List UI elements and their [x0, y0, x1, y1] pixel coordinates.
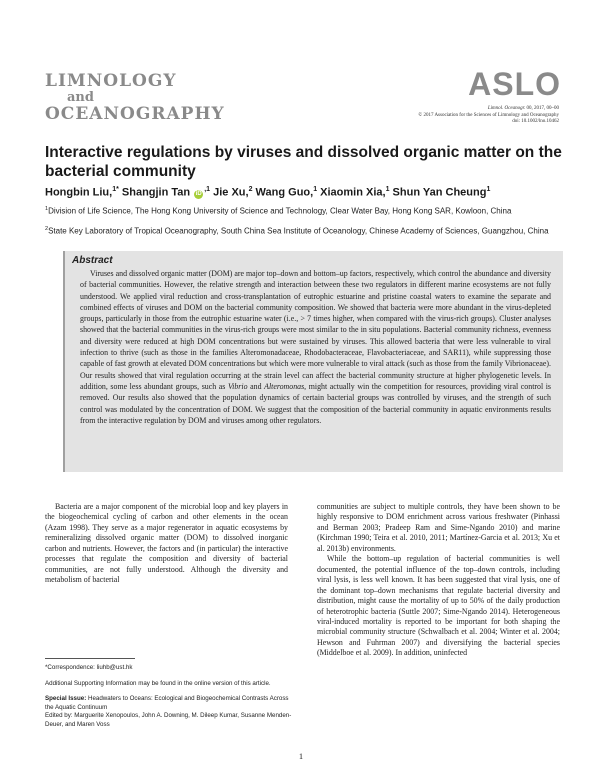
- body-column-left: [45, 502, 288, 586]
- author-name: Xiaomin Xia,: [320, 186, 386, 199]
- special-issue-note: [45, 695, 295, 729]
- genus-alteromonas: Alteromonas: [264, 381, 305, 391]
- author-affiliation-marker: 1*: [112, 186, 119, 193]
- doi-line: doi: 10.1002/lno.10462: [512, 119, 559, 125]
- body-column-right: [317, 502, 560, 659]
- affiliation-text: State Key Laboratory of Tropical Oceanography, South China Sea Institute of Oceanology, Chinese Academy of Sciences, Guangzhou, China: [48, 226, 549, 236]
- supporting-info-note: Additional Supporting Information may be found in the online version of this article.: [45, 679, 271, 687]
- citation-journal: Limnol. Oceanogr.: [487, 106, 526, 111]
- author-name: Wang Guo,: [255, 186, 314, 199]
- page-number: 1: [298, 751, 304, 761]
- citation-volume: 00, 2017, 00–00: [525, 106, 559, 111]
- author-name: Jie Xu,: [213, 186, 249, 199]
- orcid-icon[interactable]: iD: [195, 190, 202, 197]
- author-list: [45, 186, 565, 199]
- author-name: Shun Yan Cheung: [392, 186, 487, 199]
- author-affiliation-marker: 1: [313, 186, 318, 193]
- footnotes: [45, 664, 295, 737]
- footnote-divider: [45, 658, 135, 659]
- author-name: Hongbin Liu,: [45, 186, 113, 199]
- abstract-heading: Abstract: [72, 255, 113, 266]
- affiliation-2: [45, 224, 565, 237]
- special-issue-label: Special Issue:: [45, 695, 87, 703]
- affiliation-number: 2: [45, 226, 49, 232]
- author-affiliation-marker: ,1: [204, 186, 211, 193]
- copyright-line: © 2017 Association for the Sciences of Limnology and Oceanography: [418, 112, 559, 118]
- abstract-text-part: Viruses and dissolved organic matter (DOM) are major top–down and bottom–up factors, respectively, which control the abundance and diversity of bacterial communities. However, the relative strength and interaction between these two regulators in different marine ecosystems are not fully understood. We applied viral reduction and cross-transplantation of eutrophic estuarine and pristine coastal waters to examine the separate and combined effects of viruses and DOM on the bacterial community composition. We showed that bacteria were more abundant in the virus-depleted groups, particularly in those from the eutrophic estuarine water (i.e., > 7 times higher, when compared with the virus-rich groups). Cluster analyses showed that the bacterial communities in the virus-rich groups were most similar to the in situ populations. Bacterial community richness, evenness and diversity were reduced at high DOM concentrations but were sustained by viruses. This allowed bacteria that were less vulnerable to viral infection to thrive (such as those in the families Alteromonadaceae, Rhodobacteraceae, Flavobacteriaceae, and SAR11), while suppressing those capable of fast growth at elevated DOM concentrations but which were more vulnerable to viral attack (such as those from the family Vibrionaceae). Our results showed that viral regulation occurring at the strain level can affect the bacterial community structure at higher phylogenetic levels. In addition, some less abundant groups, such as: [80, 269, 551, 391]
- journal-name-line1: LIMNOLOGY: [45, 71, 177, 91]
- affiliation-number: 1: [45, 206, 49, 212]
- affiliation-1: [45, 204, 565, 217]
- abstract-text-part: , might actually win the competition for resources, providing viral control is removed. Our results also showed that the population dynamics of certain bacterial groups was controlled by viruses, and the strength of such control was modulated by the concentration of DOM. We suggest that the composition of the bacterial community in aquatic environments results from the interactive regulation by DOM and viruses among other regulators.: [80, 381, 552, 425]
- aslo-logo: ASLO: [468, 66, 561, 102]
- affiliation-text: Division of Life Science, The Hong Kong University of Science and Technology, Clear Water Bay, Hong Kong SAR, Kowloon, China: [48, 206, 512, 216]
- body-paragraph: While the bottom–up regulation of bacterial communities is well documented, the potential influence of the top–down controls, including viral lysis, is less well known. It has been suggested that viral lysis, one of the dominant top–down mechanisms that regulate bacterial diversity and distribution, might cause the mortality of up to 50% of the daily production of heterotrophic bacteria (Suttle 2007; Sime-Ngando 2014). Heterogeneous viral-induced mortality is reported to be important for both shaping the microbial community structure (Schwalbach et al. 2004; Winter et al. 2004; Hewson and Fuhrman 2007) and diversifying the bacterial species (Middelboe et al. 2009). In addition, uninfected: [317, 554, 560, 658]
- abstract-text-part: and: [247, 381, 265, 391]
- journal-logo: [45, 72, 235, 124]
- author-name: Shangjin Tan: [121, 186, 191, 199]
- correspondence-note: *Correspondence: liuhb@ust.hk: [45, 664, 133, 671]
- author-affiliation-marker: 1: [385, 186, 390, 193]
- journal-name-and: and: [67, 90, 94, 105]
- genus-vibrio: Vibrio: [227, 381, 248, 391]
- special-issue-text: Headwaters to Oceans: Ecological and Biogeochemical Contrasts Across the Aquatic Continuum: [45, 695, 289, 711]
- publication-info: [392, 106, 559, 126]
- body-paragraph: Bacteria are a major component of the microbial loop and key players in the biogeochemical cycling of carbon and other elements in the ocean (Azam 1998). They serve as a major regenerator in aquatic ecosystems by remineralizing dissolved organic matter (DOM) to dissolved inorganic carbon and nutrients. However, the factors and (in particular) the interactive processes that regulate the composition and diversity of bacterial communities, are not fully understood. Although the diversity and metabolism of bacterial: [45, 502, 288, 585]
- author-affiliation-marker: 2: [248, 186, 253, 193]
- journal-name-line2: OCEANOGRAPHY: [45, 104, 225, 124]
- abstract-text: [80, 268, 551, 426]
- citation-line: [392, 106, 559, 113]
- article-title: Interactive regulations by viruses and dissolved organic matter on the bacterial community: [45, 144, 562, 180]
- author-affiliation-marker: 1: [486, 186, 491, 193]
- editors-note: Edited by: Marguerite Xenopoulos, John A. Downing, M. Dileep Kumar, Susanne Menden-Deuer, and Maren Voss: [45, 712, 292, 728]
- body-paragraph: communities are subject to multiple controls, they have been shown to be highly responsive to DOM enrichment across various freshwater (Pinhassi and Berman 2003; Pradeep Ram and Sime-Ngando 2010) and marine (Kirchman 1990; Teira et al. 2010, 2011; Martínez-Garcia et al. 2013; Xu et al. 2013b) environments.: [317, 502, 560, 553]
